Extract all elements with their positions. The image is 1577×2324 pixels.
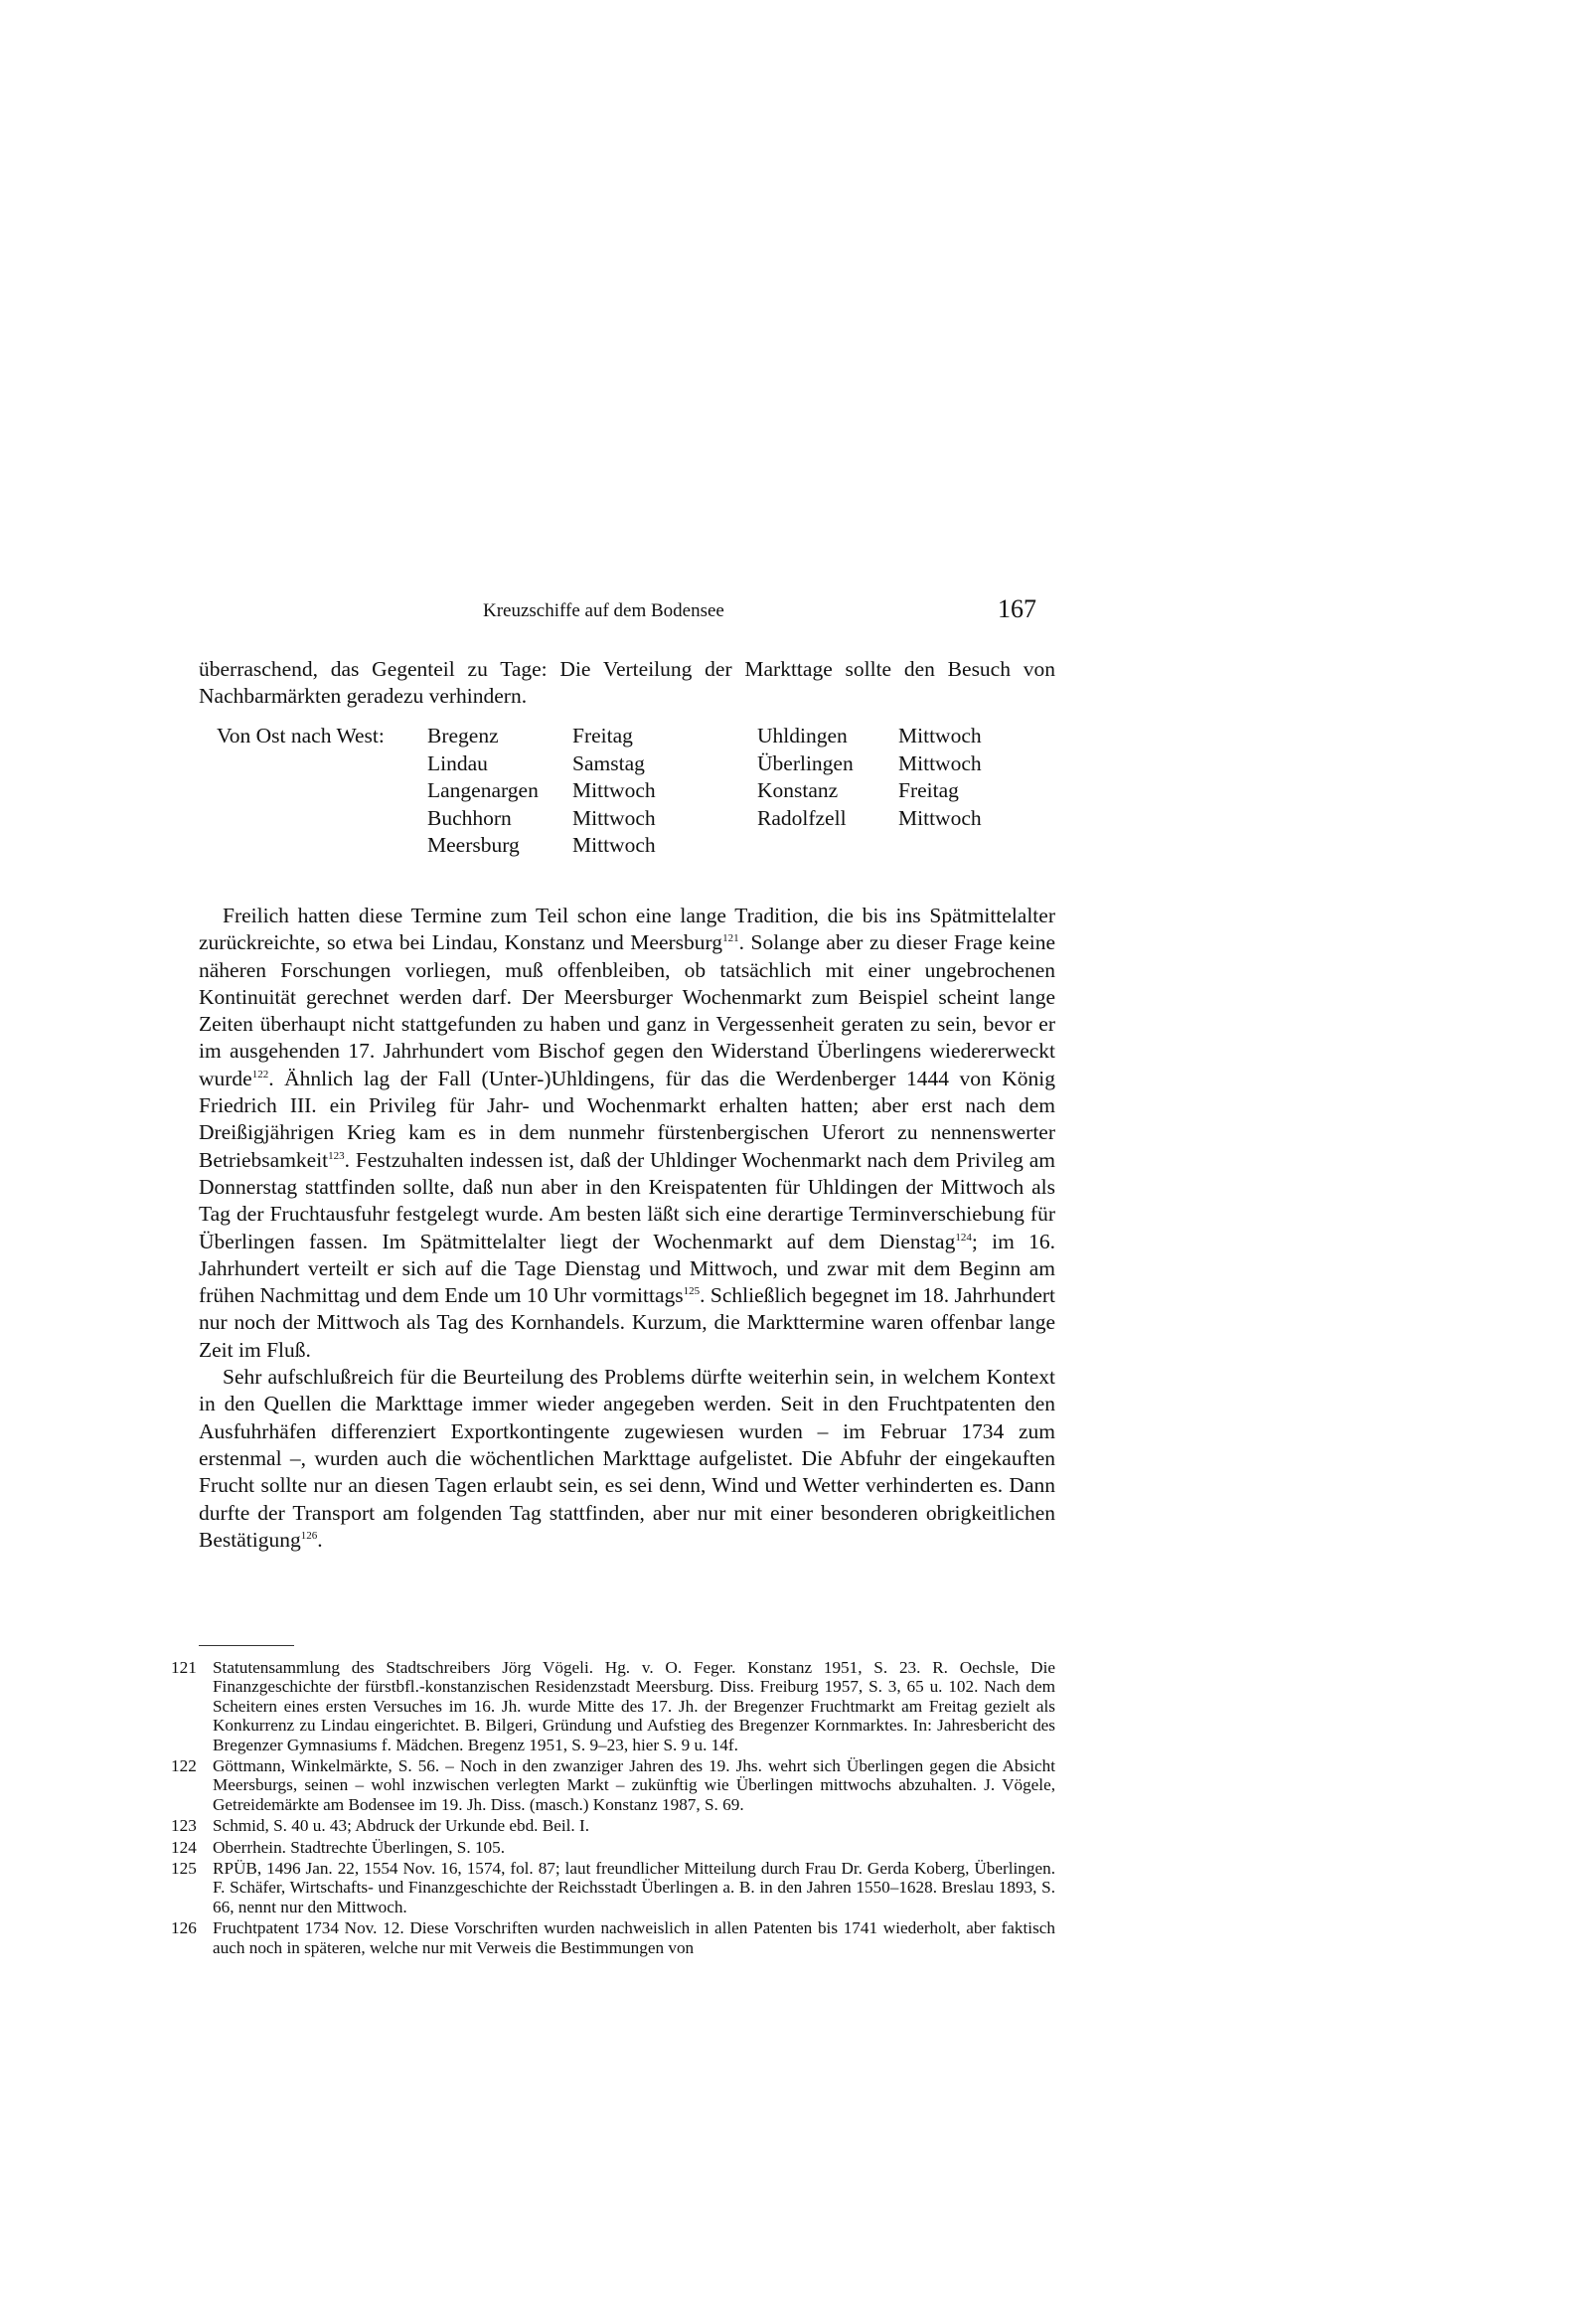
footnote: [171, 1658, 1055, 1754]
day-column-right: [898, 723, 982, 832]
market-day: Mittwoch: [898, 724, 982, 747]
footnote: [171, 1816, 1055, 1835]
footnote: [171, 1859, 1055, 1916]
text-run: . Ähnlich lag der Fall (Unter-)Uhldingens, für das die Werdenberger 1444 von König Friedrich III. ein Privileg für Jahr- und Wochenmarkt erhalten hatten; aber erst nach dem Dreißigjährigen Krieg kam es in dem nunmehr fürstenbergischen Uferort zu nennenswerter Betriebsamkeit: [199, 1066, 1055, 1172]
footnote-ref: 126: [300, 1529, 318, 1542]
town-column-right: [757, 723, 854, 832]
footnote-text: Schmid, S. 40 u. 43; Abdruck der Urkunde ebd. Beil. I.: [213, 1816, 590, 1836]
intro-text: überraschend, das Gegenteil zu Tage: Die Verteilung der Markttage sollte den Besuch von Nachbarmärkten geradezu verhindern.: [199, 657, 1055, 709]
text-run: . Solange aber zu dieser Frage keine näheren Forschungen vorliegen, muß offenbleiben, ob tatsächlich mit einer ungebrochenen Kontinuität gerechnet werden darf. Der Meersburger Wochenmarkt zum Beispiel scheint lange Zeiten überhaupt nicht stattgefunden zu haben und ganz in Vergessenheit geraten zu sein, bevor er im ausgehenden 17. Jahrhundert vom Bischof gegen den Widerstand Überlingens wiedererweckt wurde: [199, 930, 1055, 1090]
text-run: ; im 16. Jahrhundert verteilt er sich auf die Tage Dienstag und Mittwoch, und zwar mit dem Beginn am frühen Nachmittag und dem Ende um 10 Uhr vormittags: [199, 1229, 1055, 1308]
footnote-number: 126: [171, 1918, 197, 1938]
footnote-text: RPÜB, 1496 Jan. 22, 1554 Nov. 16, 1574, fol. 87; laut freundlicher Mitteilung durch Frau Dr. Gerda Koberg, Überlingen. F. Schäfer, Wirtschafts- und Finanzgeschichte der Reichsstadt Überlingen a. B. in den Jahren 1550–1628. Breslau 1893, S. 66, nennt nur den Mittwoch.: [213, 1859, 1055, 1916]
footnote-text: Göttmann, Winkelmärkte, S. 56. – Noch in den zwanziger Jahren des 19. Jhs. wehrt sich Überlingen gegen die Absicht Meersburgs, seinen – wohl inzwischen verlegten Markt – zukünftig wie Überlingen mittwochs abzuhalten. J. Vögele, Getreidemärkte am Bodensee im 19. Jh. Diss. (masch.) Konstanz 1987, S. 69.: [213, 1756, 1055, 1814]
market-day: Samstag: [572, 750, 645, 775]
town-name: Uhldingen: [757, 724, 848, 747]
market-day: Mittwoch: [898, 750, 982, 775]
text-run: .: [317, 1527, 323, 1552]
footnote-ref: 123: [328, 1149, 345, 1162]
footnote-ref: 122: [251, 1068, 269, 1080]
footnote-ref: 124: [955, 1231, 972, 1244]
market-day: Freitag: [572, 724, 633, 747]
footnote: [171, 1756, 1055, 1814]
table-label: Von Ost nach West:: [217, 724, 385, 747]
footnote-number: 124: [171, 1837, 197, 1857]
town-name: Lindau: [427, 750, 488, 775]
market-day: Mittwoch: [898, 805, 982, 830]
town-name: Langenargen: [427, 778, 539, 802]
footnotes: [171, 1658, 1055, 1959]
paragraph: [199, 1364, 1055, 1554]
footnote-number: 123: [171, 1816, 197, 1836]
market-day: Mittwoch: [572, 778, 656, 802]
town-column-left: [427, 723, 539, 860]
town-name: Überlingen: [757, 750, 854, 775]
footnote-ref: 121: [722, 932, 739, 945]
market-day: Mittwoch: [572, 805, 656, 830]
footnote-number: 125: [171, 1859, 197, 1879]
town-name: Konstanz: [757, 778, 839, 802]
day-column-left: [572, 723, 656, 860]
footnote-number: 122: [171, 1756, 197, 1776]
town-name: Meersburg: [427, 833, 520, 857]
market-day: Freitag: [898, 778, 959, 802]
text-run: Sehr aufschlußreich für die Beurteilung des Problems dürfte weiterhin sein, in welchem Kontext in den Quellen die Markttage immer wieder angegeben werden. Seit in den Fruchtpatenten den Ausfuhrhäfen differenziert Exportkontingente zugewiesen wurden – im Februar 1734 zum erstenmal –, wurden auch die wöchentlichen Markttage aufgelistet. Die Abfuhr der eingekauften Frucht sollte nur an diesen Tagen erlaubt sein, es sei denn, Wind und Wetter verhinderten es. Dann durfte der Transport am folgenden Tag stattfinden, aber nur mit einer besonderen obrigkeitlichen Bestätigung: [199, 1365, 1055, 1552]
text-run: . Schließlich begegnet im 18. Jahrhundert nur noch der Mittwoch als Tag des Kornhandels. Kurzum, die Markttermine waren offenbar lange Zeit im Fluß.: [199, 1283, 1055, 1362]
footnote: [171, 1918, 1055, 1957]
footnote-ref: 125: [683, 1285, 701, 1297]
body-text: [199, 903, 1055, 1554]
town-name: Bregenz: [427, 724, 499, 747]
footnote-text: Statutensammlung des Stadtschreibers Jörg Vögeli. Hg. v. O. Feger. Konstanz 1951, S. 23. R. Oechsle, Die Finanzgeschichte der fürstbfl.-konstanzischen Residenzstadt Meersburg. Diss. Freiburg 1957, S. 3, 65 u. 102. Nach dem Scheitern eines ersten Versuches im 16. Jh. wurde Mitte des 17. Jh. der Bregenzer Fruchtmarkt am Freitag gezielt als Konkurrenz zu Lindau eingerichtet. B. Bilgeri, Gründung und Aufstieg des Bregenzer Kornmarktes. In: Jahresbericht des Bregenzer Gymnasiums f. Mädchen. Bregenz 1951, S. 9–23, hier S. 9 u. 14f.: [213, 1658, 1055, 1754]
market-day: Mittwoch: [572, 833, 656, 857]
town-name: Buchhorn: [427, 805, 512, 830]
footnote-text: Oberrhein. Stadtrechte Überlingen, S. 105.: [213, 1837, 506, 1857]
text-run: . Festzuhalten indessen ist, daß der Uhldinger Wochenmarkt nach dem Privileg am Donnerstag stattfinden sollte, daß nun aber in den Kreispatenten für Uhldingen der Mittwoch als Tag der Fruchtausfuhr festgelegt wurde. Am besten läßt sich eine derartige Terminverschiebung für Überlingen fassen. Im Spätmittelalter liegt der Wochenmarkt auf dem Dienstag: [199, 1147, 1055, 1253]
footnote-divider: [199, 1645, 294, 1646]
footnote-text: Fruchtpatent 1734 Nov. 12. Diese Vorschriften wurden nachweislich in allen Patenten bis 1741 wiederholt, aber faktisch auch noch in späteren, welche nur mit Verweis die Bestimmungen von: [213, 1918, 1055, 1957]
page-number: 167: [998, 594, 1036, 623]
town-name: Radolfzell: [757, 805, 847, 830]
footnote-number: 121: [171, 1658, 197, 1677]
running-title: Kreuzschiffe auf dem Bodensee: [483, 600, 724, 621]
text-run: Freilich hatten diese Termine zum Teil schon eine lange Tradition, die bis ins Spätmittelalter zurückreichte, so etwa bei Lindau, Konstanz und Meersburg: [199, 904, 1055, 955]
intro-paragraph: [199, 656, 1055, 711]
footnote: [171, 1838, 1055, 1857]
paragraph: [199, 903, 1055, 1364]
